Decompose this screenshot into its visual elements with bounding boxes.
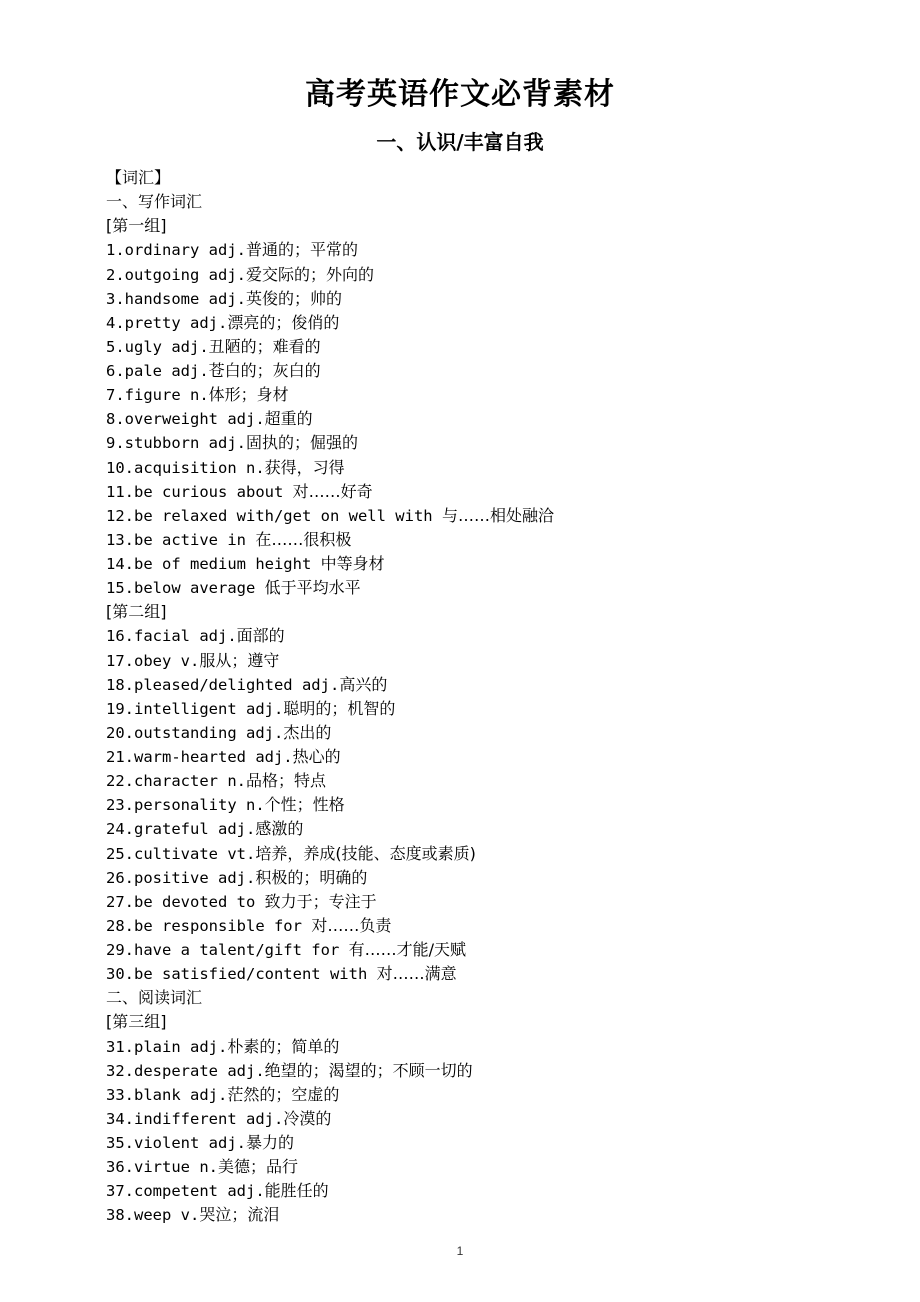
vocab-entry — [106, 1131, 866, 1155]
entry-term: below average — [134, 579, 265, 598]
entry-number: 16. — [106, 627, 134, 646]
vocab-entry — [106, 745, 866, 769]
section-heading: 一、写作词汇 — [106, 192, 203, 212]
vocab-entry — [106, 793, 866, 817]
vocab-entry — [106, 1155, 866, 1179]
entry-number: 37. — [106, 1182, 134, 1201]
entry-term: overweight adj. — [124, 410, 265, 429]
vocab-entry — [106, 649, 866, 673]
vocab-entry — [106, 624, 866, 648]
entry-term: have a talent/gift for — [134, 941, 349, 959]
entry-term: plain adj. — [134, 1037, 228, 1056]
entry-term: be curious about — [134, 482, 293, 501]
entry-term: ugly adj. — [124, 337, 209, 356]
entry-number: 15. — [106, 579, 134, 598]
entry-number: 21. — [106, 748, 134, 766]
vocab-entry — [106, 407, 866, 431]
entry-definition: 朴素的；简单的 — [227, 1036, 340, 1056]
page-title: 高考英语作文必背素材 — [305, 77, 615, 112]
vocab-entry — [106, 1083, 866, 1107]
entry-definition: 热心的 — [292, 747, 341, 766]
vocab-entry — [106, 480, 866, 504]
vocab-entry — [106, 817, 866, 841]
entry-definition: 对……负责 — [311, 915, 392, 935]
entry-number: 25. — [106, 844, 134, 863]
entry-number: 12. — [106, 506, 134, 525]
entry-term: intelligent adj. — [134, 699, 284, 718]
entry-term: pretty adj. — [124, 313, 228, 332]
section-heading: [第三组] — [106, 1012, 167, 1032]
entry-definition: 高兴的 — [339, 674, 388, 694]
section-heading: [第二组] — [106, 602, 167, 622]
entry-number: 1. — [106, 241, 125, 260]
entry-definition: 体形；身材 — [208, 385, 289, 405]
section-heading: [第一组] — [106, 216, 167, 236]
vocab-entry — [106, 528, 866, 552]
entry-term: figure n. — [124, 386, 209, 405]
entry-definition: 英俊的；帅的 — [246, 288, 343, 308]
entry-number: 18. — [106, 675, 134, 694]
entry-number: 7. — [106, 386, 125, 405]
vocab-entry — [106, 576, 866, 600]
entry-term: stubborn adj. — [124, 434, 246, 453]
vocab-entry — [106, 263, 866, 287]
entry-number: 17. — [106, 651, 134, 670]
entry-term: be satisfied/content with — [134, 965, 377, 984]
entry-term: blank adj. — [134, 1085, 228, 1104]
entry-term: outstanding adj. — [134, 723, 284, 742]
vocab-entry — [106, 1179, 866, 1203]
entry-number: 10. — [106, 458, 134, 477]
entry-number: 13. — [106, 530, 134, 549]
entry-definition: 绝望的；渴望的；不顾一切的 — [264, 1060, 473, 1080]
entry-definition: 苍白的；灰白的 — [208, 361, 321, 380]
entry-definition: 爱交际的；外向的 — [246, 264, 375, 284]
entry-definition: 固执的；倔强的 — [246, 433, 359, 453]
entry-definition: 丑陋的；难看的 — [208, 336, 321, 356]
entry-number: 3. — [106, 289, 125, 308]
entry-number: 26. — [106, 868, 134, 887]
vocab-entry — [106, 938, 866, 962]
vocab-entry — [106, 890, 866, 914]
vocab-entry — [106, 673, 866, 697]
entry-term: facial adj. — [134, 627, 237, 646]
entry-definition: 对……好奇 — [292, 481, 373, 501]
entry-term: indifferent adj. — [134, 1109, 284, 1128]
vocab-entry — [106, 431, 866, 455]
vocabulary-list — [106, 166, 866, 1228]
entry-number: 35. — [106, 1134, 134, 1152]
vocab-entry — [106, 721, 866, 745]
entry-term: be of medium height — [134, 555, 321, 573]
vocab-entry — [106, 335, 866, 359]
vocab-entry — [106, 842, 866, 866]
entry-term: personality n. — [134, 796, 265, 815]
vocab-entry — [106, 1035, 866, 1059]
entry-number: 19. — [106, 699, 134, 718]
vocab-entry — [106, 914, 866, 938]
entry-term: virtue n. — [134, 1158, 218, 1177]
entry-definition: 培养，养成(技能、态度或素质) — [255, 843, 476, 863]
entry-term: warm-hearted adj. — [134, 748, 293, 766]
section-subtitle: 一、认识/丰富自我 — [376, 130, 544, 154]
vocab-entry — [106, 1059, 866, 1083]
vocab-entry — [106, 238, 866, 262]
vocab-entry — [106, 697, 866, 721]
vocab-entry — [106, 287, 866, 311]
entry-definition: 美德；品行 — [218, 1157, 299, 1177]
entry-number: 5. — [106, 337, 125, 356]
entry-number: 29. — [106, 941, 134, 959]
entry-term: pleased/delighted adj. — [134, 675, 340, 694]
vocab-entry — [106, 769, 866, 793]
vocab-entry — [106, 311, 866, 335]
entry-term: be active in — [134, 530, 256, 549]
vocab-entry — [106, 504, 866, 528]
entry-number: 36. — [106, 1158, 134, 1177]
entry-definition: 在……很积极 — [255, 529, 352, 549]
entry-number: 8. — [106, 410, 125, 429]
entry-definition: 能胜任的 — [264, 1181, 329, 1201]
section-heading: 【词汇】 — [106, 168, 171, 187]
entry-definition: 感激的 — [255, 819, 304, 839]
entry-definition: 茫然的；空虚的 — [227, 1084, 340, 1104]
vocab-entry — [106, 383, 866, 407]
entry-term: positive adj. — [134, 868, 256, 887]
entry-number: 30. — [106, 965, 134, 984]
entry-term: outgoing adj. — [124, 265, 246, 284]
entry-term: cultivate vt. — [134, 844, 256, 863]
entry-term: ordinary adj. — [124, 241, 246, 260]
vocab-entry — [106, 1203, 866, 1227]
entry-definition: 超重的 — [264, 409, 313, 429]
entry-term: grateful adj. — [134, 820, 256, 839]
entry-definition: 与……相处融洽 — [441, 505, 554, 525]
entry-number: 32. — [106, 1061, 134, 1080]
entry-definition: 致力于；专注于 — [264, 891, 377, 911]
entry-term: violent adj. — [134, 1134, 246, 1152]
entry-number: 27. — [106, 892, 134, 911]
entry-definition: 中等身材 — [320, 554, 385, 573]
entry-number: 33. — [106, 1085, 134, 1104]
entry-term: competent adj. — [134, 1182, 265, 1201]
entry-term: character n. — [134, 772, 246, 791]
vocab-entry — [106, 962, 866, 986]
entry-number: 34. — [106, 1109, 134, 1128]
entry-term: acquisition n. — [134, 458, 265, 477]
vocab-entry — [106, 359, 866, 383]
entry-term: pale adj. — [124, 362, 209, 380]
entry-term: desperate adj. — [134, 1061, 265, 1080]
entry-number: 14. — [106, 555, 134, 573]
entry-definition: 杰出的 — [283, 722, 332, 742]
entry-definition: 低于平均水平 — [264, 578, 361, 598]
entry-definition: 漂亮的；俊俏的 — [227, 312, 340, 332]
entry-definition: 冷漠的 — [283, 1108, 332, 1128]
entry-number: 23. — [106, 796, 134, 815]
vocab-entry — [106, 1107, 866, 1131]
page-number: 1 — [456, 1244, 464, 1258]
vocab-entry — [106, 552, 866, 576]
entry-term: be relaxed with/get on well with — [134, 506, 442, 525]
entry-number: 24. — [106, 820, 134, 839]
entry-number: 9. — [106, 434, 125, 453]
vocab-entry — [106, 866, 866, 890]
entry-definition: 暴力的 — [245, 1133, 294, 1152]
entry-number: 20. — [106, 723, 134, 742]
entry-definition: 普通的；平常的 — [246, 240, 359, 260]
entry-definition: 品格；特点 — [245, 771, 326, 791]
entry-definition: 服从；遵守 — [199, 650, 280, 670]
entry-definition: 聪明的；机智的 — [283, 698, 396, 718]
entry-definition: 个性；性格 — [264, 795, 345, 815]
entry-term: be responsible for — [134, 916, 312, 935]
entry-definition: 哭泣；流泪 — [199, 1205, 280, 1225]
entry-number: 31. — [106, 1037, 134, 1056]
entry-number: 6. — [106, 362, 125, 380]
entry-term: obey v. — [134, 651, 200, 670]
entry-definition: 有……才能/天赋 — [348, 940, 467, 959]
entry-term: be devoted to — [134, 892, 265, 911]
entry-number: 11. — [106, 482, 134, 501]
entry-number: 38. — [106, 1206, 134, 1225]
entry-number: 2. — [106, 265, 125, 284]
entry-definition: 对……满意 — [376, 964, 457, 984]
vocab-entry — [106, 456, 866, 480]
entry-term: handsome adj. — [124, 289, 246, 308]
entry-number: 28. — [106, 916, 134, 935]
entry-definition: 获得，习得 — [264, 457, 345, 477]
entry-number: 22. — [106, 772, 134, 791]
section-heading: 二、阅读词汇 — [106, 988, 203, 1008]
entry-number: 4. — [106, 313, 125, 332]
entry-term: weep v. — [134, 1206, 200, 1225]
entry-definition: 积极的；明确的 — [255, 867, 368, 887]
entry-definition: 面部的 — [236, 626, 285, 646]
